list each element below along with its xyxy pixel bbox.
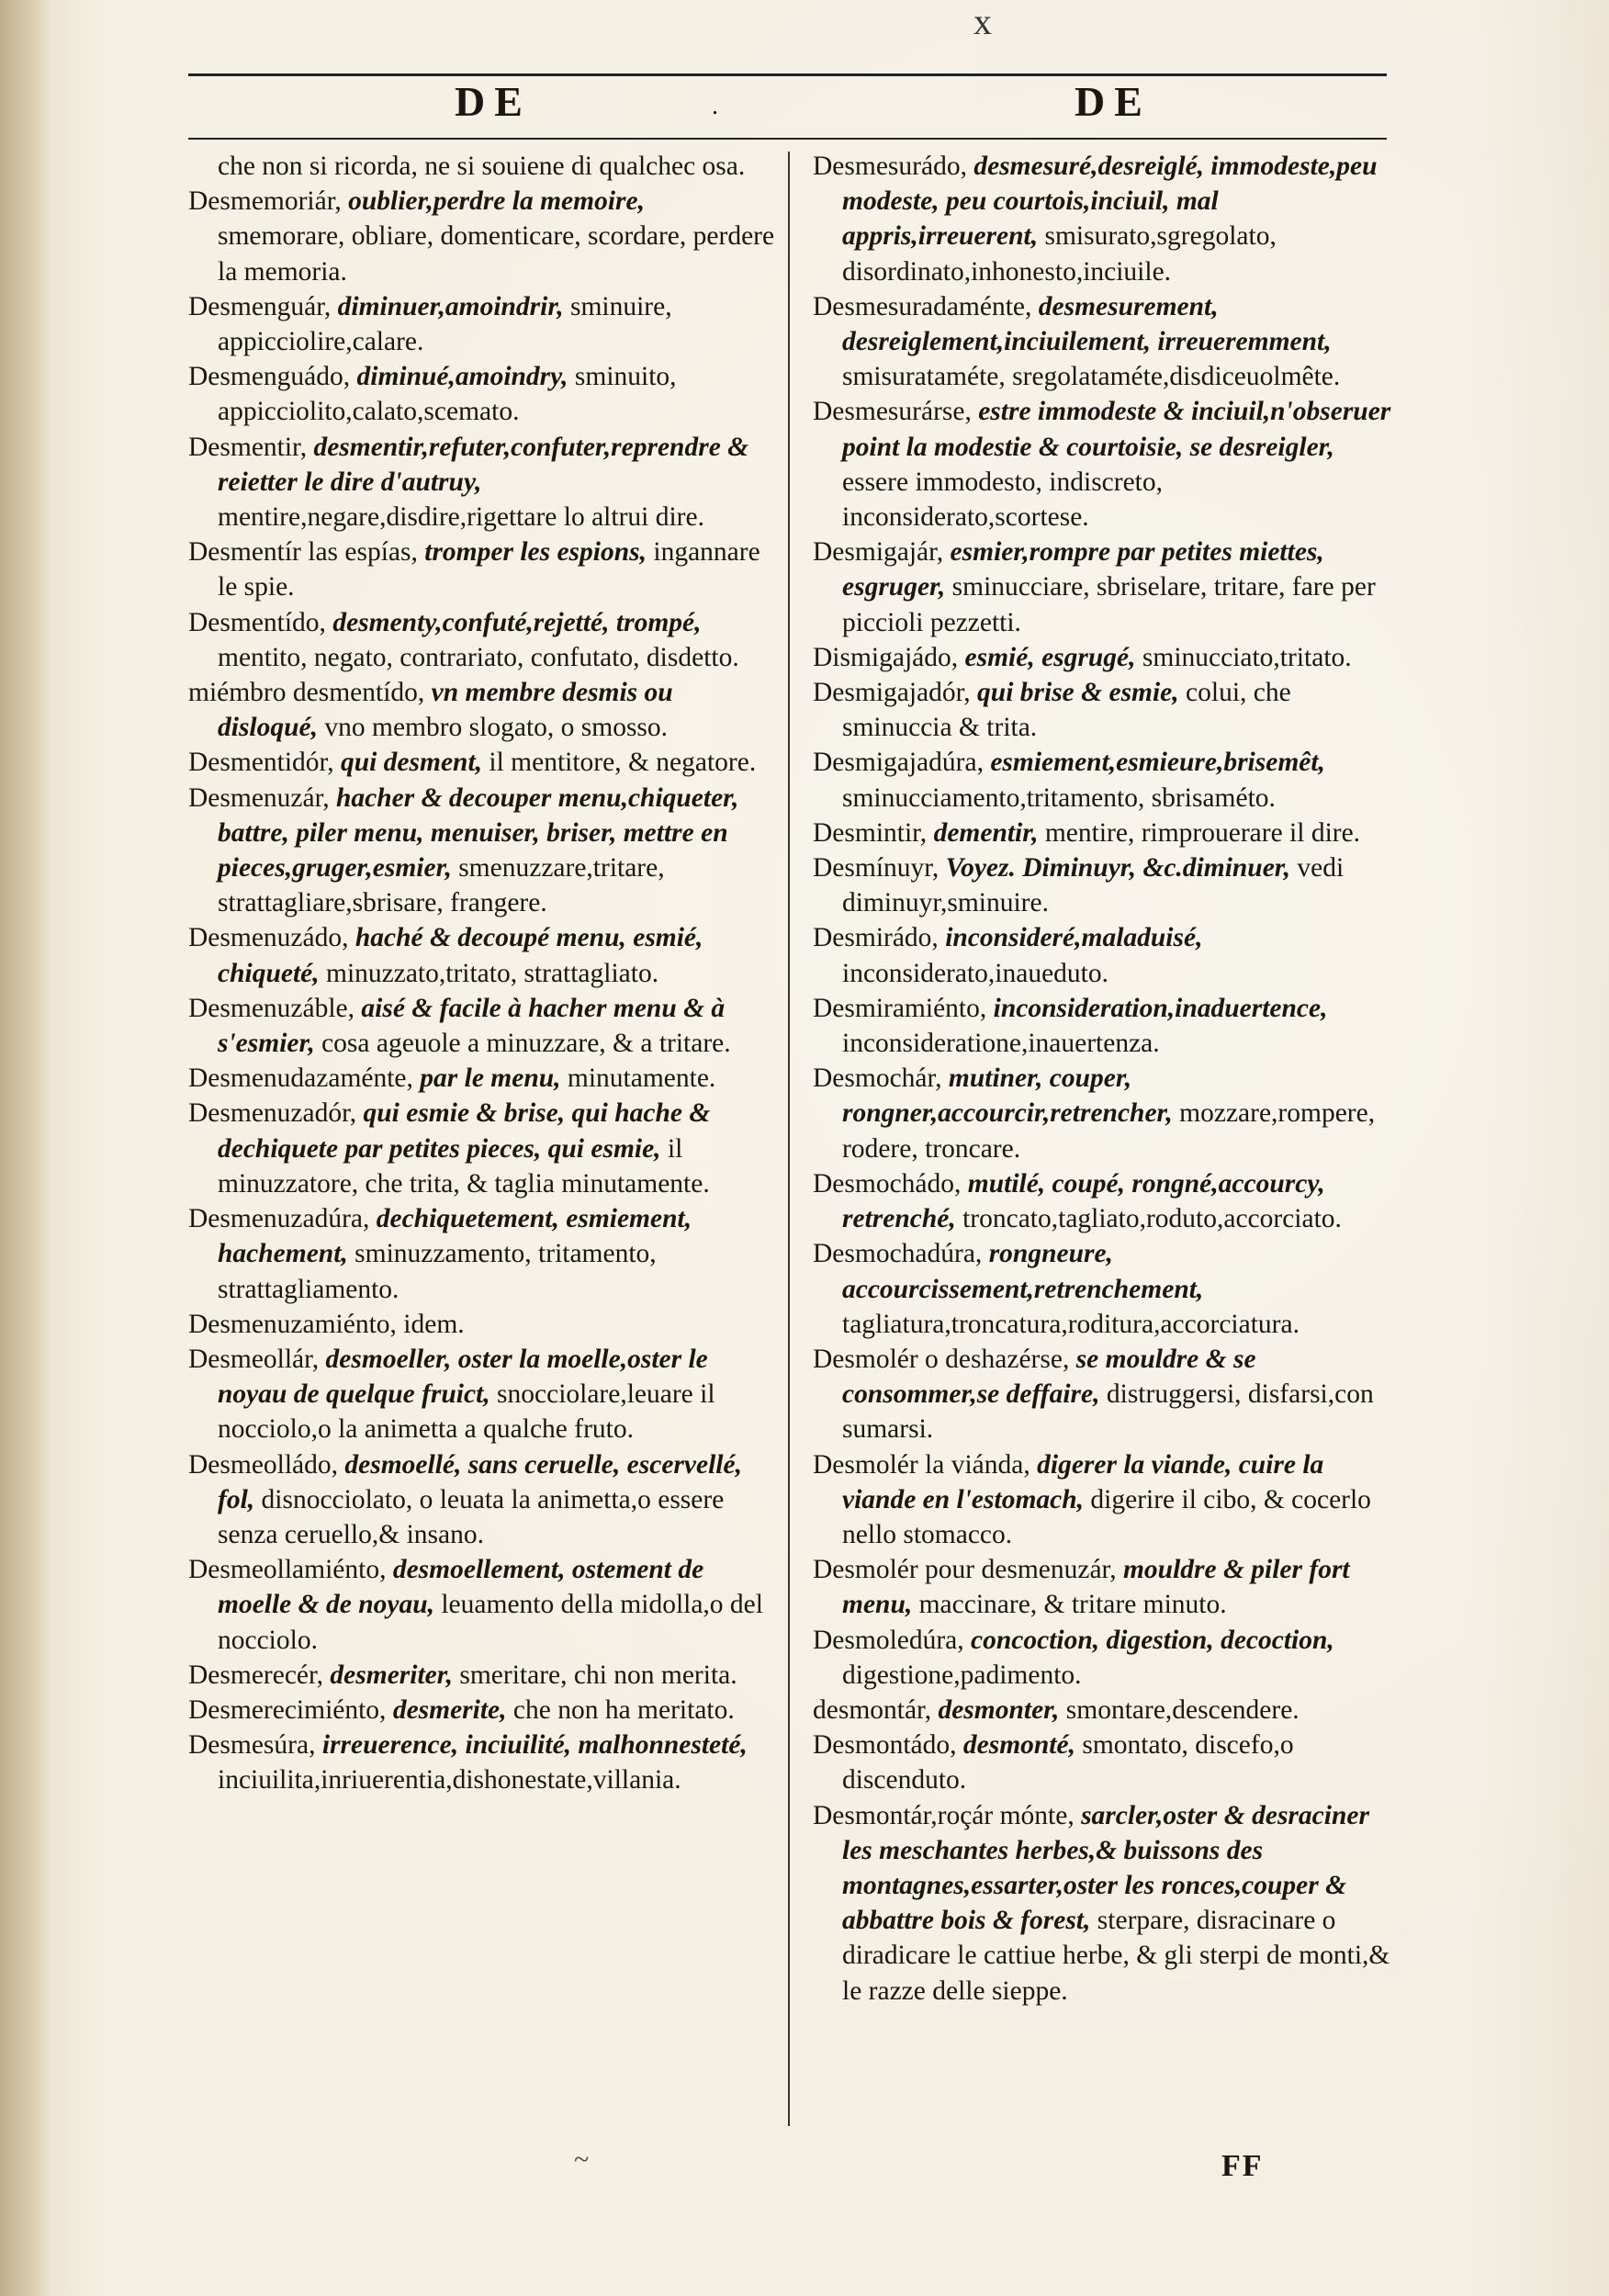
dictionary-entry	[813, 1061, 1396, 1166]
dictionary-entry	[188, 1096, 776, 1201]
dictionary-entry	[813, 675, 1396, 745]
header-rule-top	[188, 73, 1387, 76]
entry-french: qui esmie & brise, qui hache & dechiquete par petites pieces, qui esmie,	[218, 1098, 711, 1164]
entry-french: desmoeller, oster la moelle,oster le noyau de quelque fruict,	[218, 1344, 708, 1410]
entry-headword: Desmochár,	[813, 1064, 942, 1094]
dictionary-entry	[813, 745, 1396, 815]
dictionary-entry	[188, 1658, 776, 1693]
entry-french: desmerite,	[392, 1694, 507, 1725]
entry-italian: digestione,padimento.	[842, 1660, 1082, 1690]
dictionary-entry	[188, 1552, 776, 1658]
entry-italian: colui, che sminuccia & trita.	[842, 678, 1291, 743]
entry-italian: mentire, rimprouerare il dire.	[1044, 817, 1361, 848]
entry-headword: Desmiramiénto,	[813, 993, 987, 1023]
signature-mark: FF	[1221, 2149, 1264, 2183]
dictionary-entry	[188, 1061, 776, 1096]
dictionary-entry	[813, 535, 1396, 640]
entry-french: rongneure, accourcissement,retrenchement,	[842, 1239, 1204, 1304]
dictionary-entry	[188, 1307, 776, 1342]
entry-french: esmié, esgrugé,	[964, 642, 1136, 672]
entry-italian: smisurato,sgregolato, disordinato,inhonesto,inciuile.	[842, 221, 1277, 287]
entry-headword: Desmochadúra,	[813, 1239, 983, 1269]
dictionary-entry	[188, 430, 776, 535]
entry-headword: Desmigajadór,	[813, 678, 971, 708]
entry-italian: tagliatura,troncatura,roditura,accorciatura.	[842, 1309, 1300, 1339]
dictionary-entry	[188, 1728, 776, 1797]
entry-french: qui brise & esmie,	[977, 678, 1179, 708]
dictionary-entry	[188, 745, 776, 780]
entry-italian: essere immodesto, indiscreto, inconsiderato,scortese.	[842, 467, 1164, 533]
entry-french: hacher & decouper menu,chiqueter, battre, piler menu, menuiser, briser, mettre en pieces,gruger,esmier,	[218, 782, 739, 884]
entry-italian: inconsiderato,inaueduto.	[842, 958, 1109, 988]
entry-headword: Desmenuzadór,	[188, 1098, 357, 1129]
entry-french: irreuerence, inciuilité, malhonnesteté,	[321, 1730, 748, 1761]
entry-headword: Desmerecér,	[188, 1660, 324, 1690]
entry-headword: Desmochádo,	[813, 1168, 962, 1199]
entry-french: dechiquetement, esmiement, hachement,	[218, 1204, 692, 1269]
entry-headword: Desmesurárse,	[813, 397, 972, 427]
entry-french: desmonté,	[962, 1730, 1075, 1761]
entry-headword: Desmerecimiénto,	[188, 1694, 387, 1725]
entry-headword: Desmenguár,	[188, 291, 332, 321]
entry-italian: che non ha meritato.	[512, 1694, 735, 1725]
entry-french: tromper les espions,	[424, 537, 647, 568]
entry-french: desmeriter,	[330, 1660, 453, 1690]
dictionary-entry	[188, 991, 776, 1061]
top-mark: x	[973, 1, 992, 42]
entry-headword: Desmemoriár,	[188, 186, 342, 217]
entry-headword: desmontár,	[813, 1694, 932, 1725]
entry-french: inconsideré,maladuisé,	[945, 923, 1203, 953]
dictionary-entry	[813, 1798, 1396, 2009]
dictionary-entry	[813, 289, 1396, 395]
dictionary-entry	[813, 1693, 1396, 1728]
entry-headword: Desmigajadúra,	[813, 748, 984, 778]
entry-headword: Desmesuradaménte,	[813, 291, 1032, 321]
dictionary-entry	[813, 640, 1396, 675]
entry-italian: troncato,tagliato,roduto,accorciato.	[962, 1204, 1342, 1234]
dictionary-entry	[813, 1623, 1396, 1693]
entry-italian: maccinare, & tritare minuto.	[918, 1590, 1227, 1620]
entry-italian: sminuito, appicciolito,calato,scemato.	[218, 362, 677, 427]
entry-headword: Desmeollár,	[188, 1344, 320, 1374]
entry-french: se mouldre & se consommer,se deffaire,	[842, 1344, 1256, 1410]
dictionary-entry	[188, 289, 776, 359]
entry-italian: mentire,negare,disdire,rigettare lo altrui dire.	[218, 502, 704, 533]
entry-headword: Desmontár,roçár mónte,	[813, 1800, 1075, 1830]
dictionary-entry	[188, 605, 776, 675]
dictionary-entry	[188, 149, 776, 184]
entry-french: digerer la viande, cuire la viande en l'estomach,	[842, 1449, 1324, 1514]
dictionary-entry	[813, 920, 1396, 990]
dictionary-entry	[813, 991, 1396, 1061]
entry-headword: Desmolér la viánda,	[813, 1449, 1030, 1480]
dictionary-entry	[813, 1447, 1396, 1553]
running-header-left: DE	[455, 78, 532, 125]
entry-french: esmier,rompre par petites miettes, esgruger,	[842, 537, 1324, 602]
entry-headword: Desmentído,	[188, 607, 326, 637]
entry-italian: il mentitore, & negatore.	[489, 748, 757, 778]
entry-headword: Desmínuyr,	[813, 853, 940, 884]
entry-italian: smontato, discefo,o discenduto.	[842, 1730, 1294, 1795]
dictionary-entry	[813, 1166, 1396, 1236]
entry-headword: Desmentír las espías,	[188, 537, 418, 568]
entry-french: diminuer,amoindrir,	[337, 291, 564, 321]
entry-french: sarcler,oster & desraciner les meschantes herbes,& buissons des montagnes,essarter,oster les ronces,couper & abbattre bois & forest,	[842, 1800, 1369, 1936]
entry-french: diminué,amoindry,	[356, 362, 568, 392]
dictionary-entry	[188, 675, 776, 745]
entry-french: estre immodeste & inciuil,n'obseruer point la modestie & courtoisie, se desreigler,	[842, 397, 1391, 462]
entry-italian: che non si ricorda, ne si souiene di qualchec osa.	[218, 152, 746, 181]
dictionary-entry	[813, 1728, 1396, 1797]
entry-french: desmentir,refuter,confuter,reprendre & reietter le dire d'autruy,	[218, 432, 749, 497]
entry-french: vn membre desmis ou disloqué,	[218, 678, 673, 743]
entry-headword: Desmenuzadúra,	[188, 1204, 370, 1234]
entry-french: oublier,perdre la memoire,	[348, 186, 645, 217]
dictionary-entry	[813, 1236, 1396, 1342]
entry-italian: idem.	[403, 1309, 465, 1339]
entry-headword: Desmontádo,	[813, 1730, 957, 1761]
entry-headword: Desmenuzamiénto,	[188, 1309, 397, 1339]
entry-italian: minuzzato,tritato, strattagliato.	[326, 958, 659, 988]
entry-headword: Desmeolládo,	[188, 1449, 339, 1480]
entry-french: inconsideration,inaduertence,	[993, 993, 1328, 1023]
entry-headword: Desmesurádo,	[813, 152, 967, 181]
entry-italian: vno membro slogato, o smosso.	[324, 713, 669, 743]
entry-italian: sminucciamento,tritamento, sbrisaméto.	[842, 782, 1276, 813]
entry-french: desmesuré,desreiglé, immodeste,peu modeste, peu courtois,inciuil, mal appris,irreuerent,	[842, 152, 1378, 252]
entry-french: mouldre & piler fort menu,	[842, 1555, 1350, 1620]
entry-french: qui desment,	[340, 748, 483, 778]
dictionary-entry	[188, 1693, 776, 1728]
footer-mark: ~	[574, 2144, 590, 2175]
dictionary-entry	[188, 359, 776, 429]
entry-headword: Desmentidór,	[188, 748, 334, 778]
dictionary-entry	[188, 535, 776, 604]
left-column	[188, 149, 776, 1798]
entry-italian: mozzare,rompere, rodere, troncare.	[842, 1098, 1376, 1164]
dictionary-entry	[188, 1447, 776, 1553]
entry-italian: smenuzzare,tritare, strattagliare,sbrisare, frangere.	[218, 853, 665, 918]
dictionary-entry	[813, 394, 1396, 535]
entry-italian: il minuzzatore, che trita, & taglia minutamente.	[218, 1133, 710, 1199]
entry-headword: Dismigajádo,	[813, 642, 959, 672]
entry-french: haché & decoupé menu, esmié, chiqueté,	[218, 923, 703, 988]
entry-french: desmenty,confuté,rejetté, trompé,	[332, 607, 702, 637]
entry-headword: Desmirádo,	[813, 923, 939, 953]
book-binding-shadow	[0, 0, 51, 2296]
entry-italian: vedi diminuyr,sminuire.	[842, 853, 1345, 918]
entry-headword: Desmigajár,	[813, 537, 944, 568]
header-dot: .	[712, 92, 718, 120]
entry-italian: sterpare, disracinare o diradicare le cattiue herbe, & gli sterpi de monti,& le razze delle sieppe.	[842, 1906, 1390, 2006]
entry-italian: snocciolare,leuare il nocciolo,o la animetta a qualche fruto.	[218, 1379, 715, 1445]
header-rule-bottom	[188, 138, 1387, 140]
entry-headword: Desmintir,	[813, 817, 928, 848]
entry-italian: ingannare le spie.	[218, 537, 760, 602]
entry-italian: sminucciare, sbriselare, tritare, fare per piccioli pezzetti.	[842, 572, 1376, 637]
entry-french: mutilé, coupé, rongné,accourcy, retrenché,	[842, 1168, 1325, 1234]
entry-headword: Desmeollamiénto,	[188, 1555, 387, 1585]
entry-french: desmonter,	[938, 1694, 1060, 1725]
entry-italian: smemorare, obliare, domenticare, scordare, perdere la memoria.	[218, 221, 775, 287]
entry-italian: smisurataméte, sregolataméte,disdiceuolmête.	[842, 362, 1341, 392]
entry-french: concoction, digestion, decoction,	[971, 1625, 1334, 1655]
entry-headword: Desmenuzár,	[188, 782, 330, 813]
dictionary-entry	[813, 1342, 1396, 1447]
entry-italian: distruggersi, disfarsi,con sumarsi.	[842, 1379, 1374, 1445]
entry-italian: sminucciato,tritato.	[1142, 642, 1352, 672]
entry-headword: Desmenudazaménte,	[188, 1064, 413, 1094]
entry-french: par le menu,	[420, 1064, 561, 1094]
dictionary-entry	[813, 1552, 1396, 1622]
entry-italian: smeritare, chi non merita.	[459, 1660, 737, 1690]
dictionary-entry	[188, 1342, 776, 1447]
entry-headword: Desmentir,	[188, 432, 308, 462]
entry-headword: Desmolér o deshazérse,	[813, 1344, 1070, 1374]
dictionary-entry	[813, 816, 1396, 850]
dictionary-entry	[188, 1201, 776, 1307]
entry-french: Voyez. Diminuyr, &c.diminuer,	[945, 853, 1291, 884]
entry-headword: Desmenuzádo,	[188, 923, 349, 953]
entry-headword: Desmenguádo,	[188, 362, 351, 392]
dictionary-entry	[188, 920, 776, 990]
entry-french: desmoellement, ostement de moelle & de noyau,	[218, 1555, 704, 1620]
entry-french: desmesurement, desreiglement,inciuilement, irreueremment,	[842, 291, 1332, 357]
dictionary-entry	[188, 781, 776, 921]
entry-italian: mentito, negato, contrariato, confutato, disdetto.	[218, 642, 739, 672]
entry-headword: miémbro desmentído,	[188, 678, 425, 708]
entry-headword: Desmoledúra,	[813, 1625, 964, 1655]
entry-italian: sminuire, appicciolire,calare.	[218, 291, 672, 357]
entry-french: desmoellé, sans ceruelle, escervellé, fol,	[218, 1449, 742, 1514]
entry-italian: leuamento della midolla,o del nocciolo.	[218, 1590, 763, 1655]
entry-italian: minutamente.	[567, 1064, 716, 1094]
dictionary-entry	[813, 850, 1396, 920]
entry-italian: cosa ageuole a minuzzare, & a tritare.	[321, 1029, 731, 1059]
entry-headword: Desmenuzáble,	[188, 993, 355, 1023]
running-header-right: DE	[1075, 78, 1152, 125]
column-divider	[788, 152, 790, 2126]
entry-french: mutiner, couper, rongner,accourcir,retrencher,	[842, 1064, 1173, 1129]
entry-italian: digerire il cibo, & cocerlo nello stomacco.	[842, 1484, 1371, 1549]
entry-italian: inconsideratione,inauertenza.	[842, 1029, 1160, 1059]
right-column	[813, 149, 1396, 2009]
entry-french: esmiement,esmieure,brisemêt,	[990, 748, 1325, 778]
dictionary-entry	[188, 184, 776, 289]
entry-french: dementir,	[933, 817, 1039, 848]
entry-italian: inciuilita,inriuerentia,dishonestate,villania.	[218, 1765, 681, 1795]
entry-headword: Desmolér pour desmenuzár,	[813, 1555, 1117, 1585]
dictionary-entry	[813, 149, 1396, 289]
entry-italian: smontare,descendere.	[1065, 1694, 1300, 1725]
entry-italian: disnocciolato, o leuata la animetta,o essere senza ceruello,& insano.	[218, 1484, 725, 1549]
entry-italian: sminuzzamento, tritamento, strattagliamento.	[218, 1239, 657, 1304]
entry-french: aisé & facile à hacher menu & à s'esmier,	[218, 993, 726, 1059]
entry-headword: Desmesúra,	[188, 1730, 316, 1761]
